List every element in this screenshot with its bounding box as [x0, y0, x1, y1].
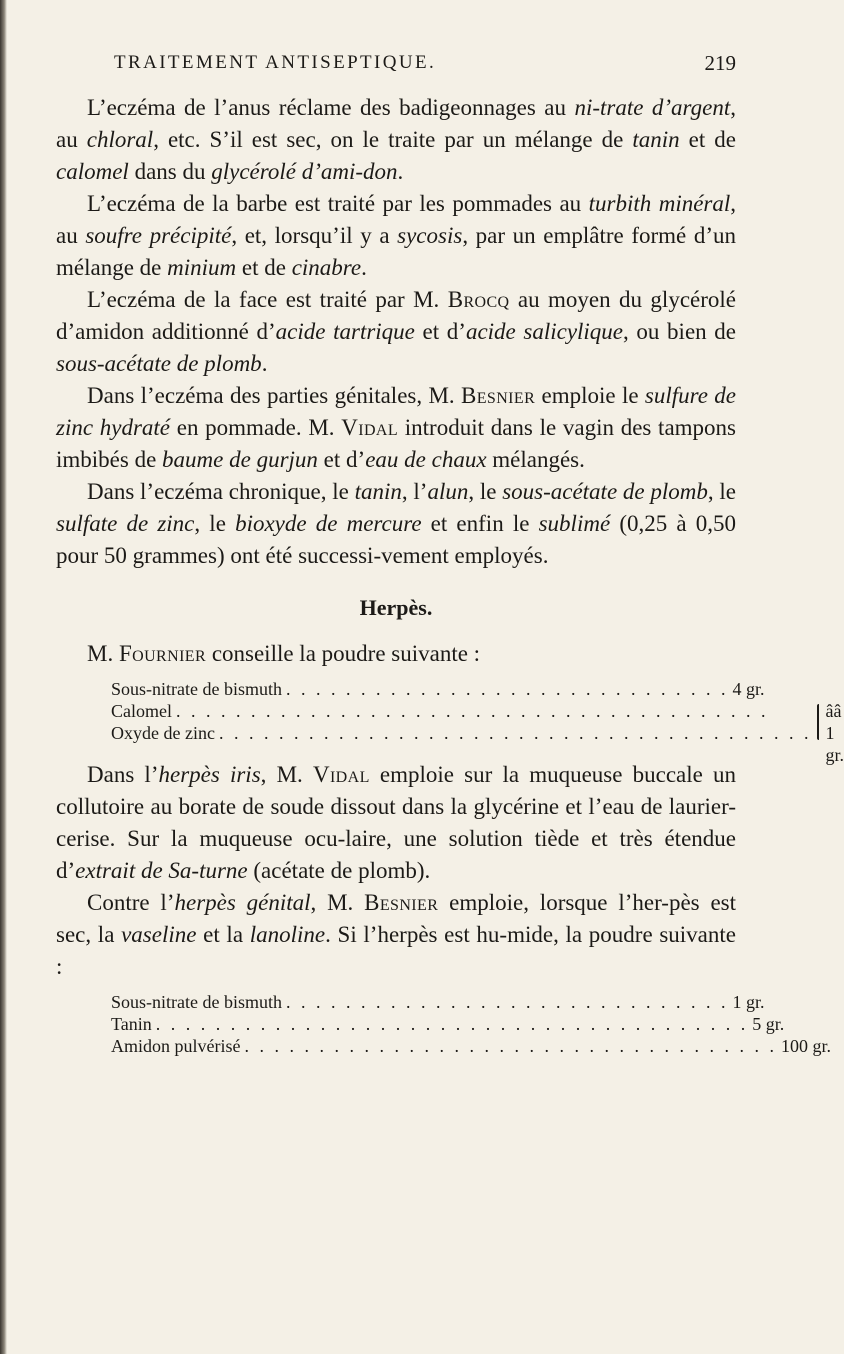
- recipe-herpes-humide: [111, 991, 831, 1057]
- ingredient-quantity: 1 gr.: [732, 992, 765, 1012]
- ingredient-quantity: 1 gr.: [825, 723, 844, 765]
- recipe-row: [111, 1013, 785, 1035]
- ingredient-name: Sous-nitrate de bismuth: [111, 992, 282, 1012]
- paragraph-eczema-chronique: Dans l’eczéma chronique, le tanin, l’alun, le sous-acétate de plomb, le sulfate de zinc, le bioxyde de mercure et enfin le sublimé (0,25 à 0,50 pour 50 grammes) ont été successi-vement employés.: [56, 479, 736, 568]
- recipe-fournier: [111, 678, 844, 765]
- paragraph-eczema-anus: L’eczéma de l’anus réclame des badigeonnages au ni-trate d’argent, au chloral, etc. S’il est sec, on le traite par un mélange de tanin et de calomel dans du glycérolé d’ami-don.: [56, 95, 737, 184]
- ingredient-quantity: 4 gr.: [732, 679, 765, 699]
- ingredient-name: Amidon pulvérisé: [111, 1036, 241, 1056]
- recipe-row: [111, 991, 765, 1013]
- ingredient-name: Tanin: [111, 1014, 152, 1034]
- ingredient-quantity: 5 gr.: [752, 1014, 785, 1034]
- leader-dots: . . . . . . . . . . . . . . . . . . . . . . . . . . . . . . . . . . . . . . . .: [176, 701, 769, 721]
- ingredient-quantity: ââ: [825, 701, 842, 721]
- recipe-row: [111, 722, 815, 744]
- page-body: [56, 92, 844, 1072]
- paragraph-herpes-iris: Dans l’herpès iris, M. Vidal emploie sur la muqueuse buccale un collutoire au borate de soude dissout dans la glycérine et l’eau de laurier-cerise. Sur la muqueuse ocu-laire, une solution tiède et très étendue d’extrait de Sa-turne (acétate de plomb).: [56, 762, 737, 883]
- paragraph-eczema-barbe: L’eczéma de la barbe est traité par les pommades au turbith minéral, au soufre précipité, et, lorsqu’il y a sycosis, par un emplâtre formé d’un mélange de minium et de cinabre.: [56, 191, 737, 280]
- paragraph-herpes-genital: Contre l’herpès génital, M. Besnier emploie, lorsque l’her-pès est sec, la vaseline et la lanoline. Si l’herpès est hu-mide, la poudre suivante :: [56, 890, 736, 979]
- leader-dots: . . . . . . . . . . . . . . . . . . . . . . . . . . . . . . . . . . . . . . . .: [155, 1014, 749, 1034]
- ingredient-quantity: 100 gr.: [780, 1036, 831, 1056]
- page-number: 219: [704, 51, 736, 75]
- leader-dots: . . . . . . . . . . . . . . . . . . . . . . . . . . . . . .: [285, 992, 729, 1012]
- grouping-brace: [817, 704, 819, 740]
- ingredient-name: Sous-nitrate de bismuth: [111, 679, 282, 699]
- recipe-row: [111, 1035, 831, 1057]
- recipe-row: [111, 678, 765, 700]
- page-header: [56, 52, 736, 82]
- leader-dots: . . . . . . . . . . . . . . . . . . . . . . . . . . . . . . . . . . . .: [244, 1036, 777, 1056]
- paragraph-eczema-genitales: Dans l’eczéma des parties génitales, M. Besnier emploie le sulfure de zinc hydraté en pommade. M. Vidal introduit dans le vagin des tampons imbibés de baume de gurjun et d’eau de chaux mélangés.: [56, 383, 736, 472]
- recipe-group: [111, 700, 844, 765]
- running-title: TRAITEMENT ANTISEPTIQUE.: [114, 52, 437, 73]
- page-edge-shadow: [0, 0, 7, 1354]
- recipe-row: [111, 700, 815, 722]
- paragraph-eczema-face: L’eczéma de la face est traité par M. Brocq au moyen du glycérolé d’amidon additionné d’acide tartrique et d’acide salicylique, ou bien de sous-acétate de plomb.: [56, 287, 736, 376]
- ingredient-name: Calomel: [111, 701, 172, 721]
- ingredient-name: Oxyde de zinc: [111, 723, 215, 743]
- leader-dots: . . . . . . . . . . . . . . . . . . . . . . . . . . . . . . . . . . . . . . . .: [218, 723, 812, 743]
- section-heading-herpes: Herpès.: [359, 595, 433, 620]
- leader-dots: . . . . . . . . . . . . . . . . . . . . . . . . . . . . . .: [285, 679, 729, 699]
- paragraph-fournier: M. Fournier conseille la poudre suivante :: [87, 641, 481, 666]
